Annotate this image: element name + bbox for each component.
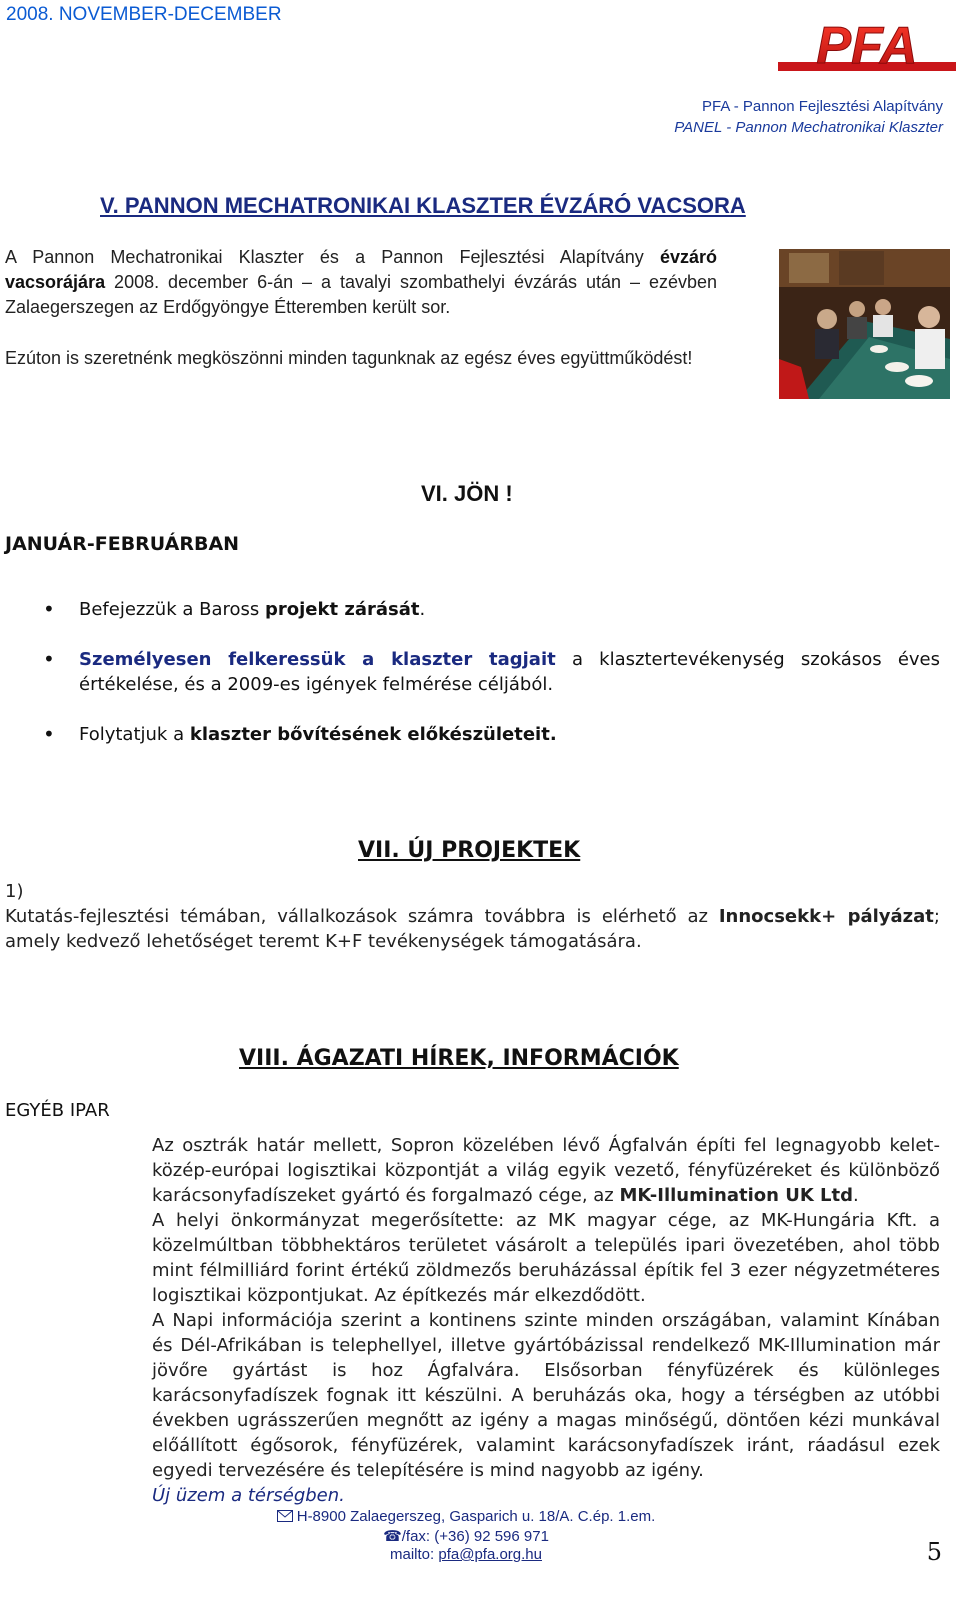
footer-address: H-8900 Zalaegerszeg, Gasparich u. 18/A. C.ép. 1.em. (236, 1508, 696, 1525)
phone-icon: ☎ (383, 1528, 402, 1545)
section8-subhead: Új üzem a térségben. (152, 1485, 345, 1506)
footer-phone: ☎/fax: (+36) 92 596 971 (383, 1528, 549, 1545)
section8-paragraph-1: Az osztrák határ mellett, Sopron közelében lévő Ágfalván építi fel legnagyobb kelet-közép-európai logisztikai központját a világ egyik vezető, fényfüzéreket és különböző karácsonyfadíszeket gyártó és forgalmazó cége, az MK-Illumination UK Ltd. (152, 1135, 940, 1206)
org-line-1: PFA - Pannon Fejlesztési Alapítvány (702, 98, 943, 115)
section7-title: VII. ÚJ PROJEKTEK (358, 838, 581, 863)
section5-paragraph-1: A Pannon Mechatronikai Klaszter és a Pannon Fejlesztési Alapítvány évzáró vacsorájára 2008. december 6-án – a tavalyi szombathelyi évzárás után – ezévben Zalaegerszegen az Erdőgyöngye Étteremben került sor. (5, 247, 717, 317)
section7-number: 1) (5, 881, 24, 902)
section8-paragraph-2: A helyi önkormányzat megerősítette: az MK magyar cége, az MK-Hungária Kft. a közelmúltban többhektáros területet vásárolt a település ipari övezetében, ahol több mint félmilliárd forint értékű zöldmezős beruházással építik fel 3 ezer négyzetméteres logisztikai központjukat. Az építkezés már elkezdődött. (152, 1210, 940, 1306)
logo-text: PFA (816, 18, 918, 75)
email-link[interactable]: pfa@pfa.org.hu (438, 1546, 542, 1563)
list-item: • Személyesen felkeressük a klaszter tagjait a klasztertevékenység szokásos éves értékelése, és a 2009-es igények felmérése céljából. (5, 647, 940, 697)
section7-paragraph: Kutatás-fejlesztési témában, vállalkozások számra továbbra is elérhető az Innocsekk+ pályázat; amely kedvező lehetőséget teremt K+F tevékenységek támogatására. (5, 906, 940, 952)
org-line-2: PANEL - Pannon Mechatronikai Klaszter (674, 119, 943, 136)
pfa-logo (778, 18, 956, 76)
list-item: • Folytatjuk a klaszter bővítésének előkészületeit. (5, 722, 940, 747)
section6-title: VI. JÖN ! (421, 481, 513, 506)
mail-icon (277, 1510, 293, 1522)
page-number: 5 (926, 1538, 942, 1566)
section8-paragraph-3: A Napi információja szerint a kontinens szinte minden országában, valamint Kínában és Dél-Afrikában is telephellyel, illetve gyártóbázissal rendelkező MK-Illumination már jövőre gyártást is hoz Ágfalvára. Elsősorban fényfüzérek és különleges karácsonyfadíszek fognak itt készülni. A beruházás oka, hogy a térségben az utóbbi években ugrásszerűen megnőtt az igény a magas minőségű, döntően kézi munkával előállított égősorok, fényfüzérek, valamint karácsonyfadíszek iránt, ráadásul ezek egyedi tervezésére és telepítésére is mind nagyobb az igény. (152, 1310, 940, 1481)
list-item: • Befejezzük a Baross projekt zárását. (5, 597, 940, 622)
section6-subtitle: JANUÁR-FEBRUÁRBAN (5, 533, 240, 555)
section8-title: VIII. ÁGAZATI HÍREK, INFORMÁCIÓK (239, 1046, 679, 1071)
header-date-range: 2008. NOVEMBER-DECEMBER (6, 4, 282, 25)
section5-paragraph-2: Ezúton is szeretnénk megköszönni minden tagunknak az egész éves együttműködést! (5, 348, 693, 368)
section8-body (152, 1133, 940, 1508)
section6-bullet-list (5, 597, 940, 747)
section8-category: EGYÉB IPAR (5, 1100, 110, 1121)
footer-mail: mailto: pfa@pfa.org.hu (390, 1546, 542, 1563)
dinner-photo (779, 249, 950, 399)
section5-title: V. PANNON MECHATRONIKAI KLASZTER ÉVZÁRÓ VACSORA (100, 193, 746, 218)
